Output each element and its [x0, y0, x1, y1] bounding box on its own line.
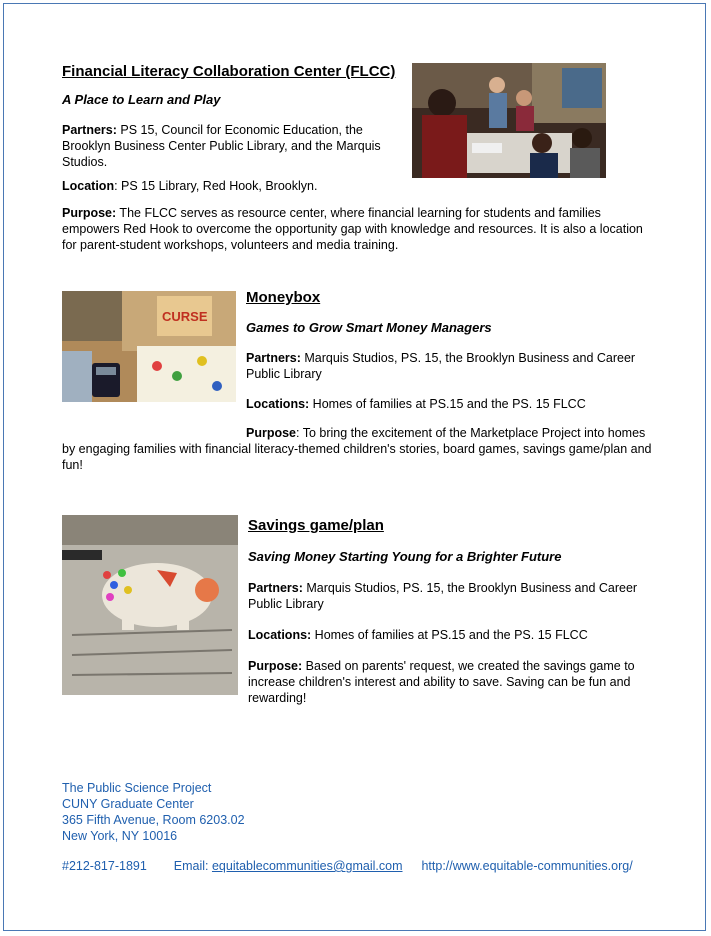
moneybox-title: Moneybox — [246, 289, 321, 306]
curse-box-label: CURSE — [162, 309, 208, 324]
moneybox-locations-label: Locations: — [246, 397, 310, 411]
footer-phone: #212-817-1891 — [62, 859, 147, 873]
piggy-bank-illustration — [62, 515, 238, 695]
flcc-purpose-text: The FLCC serves as resource center, where financial learning for students and families empowers Red Hook to overcome the opportunity gap with knowledge and resources. It is also a location for parent-student workshops, volunteers and media training. — [62, 206, 643, 252]
savings-locations-text: Homes of families at PS.15 and the PS. 15 FLCC — [311, 628, 588, 642]
moneybox-locations — [246, 396, 586, 412]
flcc-location-label: Location — [62, 179, 115, 193]
savings-partners-label: Partners: — [248, 581, 303, 595]
savings-partners — [248, 580, 648, 612]
footer-email-link[interactable]: equitablecommunities@gmail.com — [211, 859, 403, 873]
moneybox-purpose-rest: by engaging families with financial literacy-themed children's stories, board games, savings game/plan and fun! — [62, 442, 652, 472]
flcc-classroom-photo — [412, 63, 606, 178]
savings-purpose-label: Purpose: — [248, 659, 303, 673]
moneybox-partners-label: Partners: — [246, 351, 301, 365]
footer-city: New York, NY 10016 — [62, 829, 178, 843]
classroom-illustration — [412, 63, 606, 178]
savings-piggy-bank-photo — [62, 515, 238, 695]
moneybox-partners — [246, 350, 646, 382]
moneybox-subtitle: Games to Grow Smart Money Managers — [246, 320, 492, 335]
moneybox-purpose-first-line — [246, 425, 645, 441]
flcc-purpose-label: Purpose: — [62, 206, 117, 220]
flcc-title: Financial Literacy Collaboration Center (FLCC) — [62, 63, 396, 80]
flcc-location-text: : PS 15 Library, Red Hook, Brooklyn. — [114, 179, 318, 193]
moneybox-games-photo — [62, 291, 236, 402]
savings-purpose — [248, 658, 648, 706]
footer-street: 365 Fifth Avenue, Room 6203.02 — [62, 813, 245, 827]
flcc-partners-text: PS 15, Council for Economic Education, the Brooklyn Business Center Public Library, and the Marquis Studios. — [62, 123, 381, 169]
savings-locations-label: Locations: — [248, 628, 312, 642]
board-games-illustration — [62, 291, 236, 402]
footer-contact-line — [62, 858, 633, 874]
flcc-subtitle: A Place to Learn and Play — [62, 92, 221, 107]
moneybox-locations-text: Homes of families at PS.15 and the PS. 15 FLCC — [309, 397, 586, 411]
moneybox-purpose-label: Purpose — [246, 426, 297, 440]
flcc-purpose — [62, 205, 652, 253]
savings-title: Savings game/plan — [248, 517, 384, 534]
savings-subtitle: Saving Money Starting Young for a Brighter Future — [248, 549, 562, 564]
flcc-partners — [62, 122, 397, 170]
footer-email-label: Email: — [173, 859, 212, 873]
flcc-location — [62, 178, 317, 194]
savings-locations — [248, 627, 588, 643]
footer-address — [62, 780, 245, 844]
moneybox-purpose-line1: : To bring the excitement of the Marketplace Project into homes — [296, 426, 646, 440]
footer-center: CUNY Graduate Center — [62, 797, 194, 811]
flcc-partners-label: Partners: — [62, 123, 117, 137]
moneybox-partners-text: Marquis Studios, PS. 15, the Brooklyn Business and Career Public Library — [246, 351, 636, 381]
savings-partners-text: Marquis Studios, PS. 15, the Brooklyn Business and Career Public Library — [248, 581, 638, 611]
savings-purpose-text: Based on parents' request, we created the savings game to increase children's interest and ability to save. Saving can be fun and rewarding! — [248, 659, 635, 705]
footer-org: The Public Science Project — [62, 781, 212, 795]
footer-website[interactable]: http://www.equitable-communities.org/ — [421, 859, 633, 873]
